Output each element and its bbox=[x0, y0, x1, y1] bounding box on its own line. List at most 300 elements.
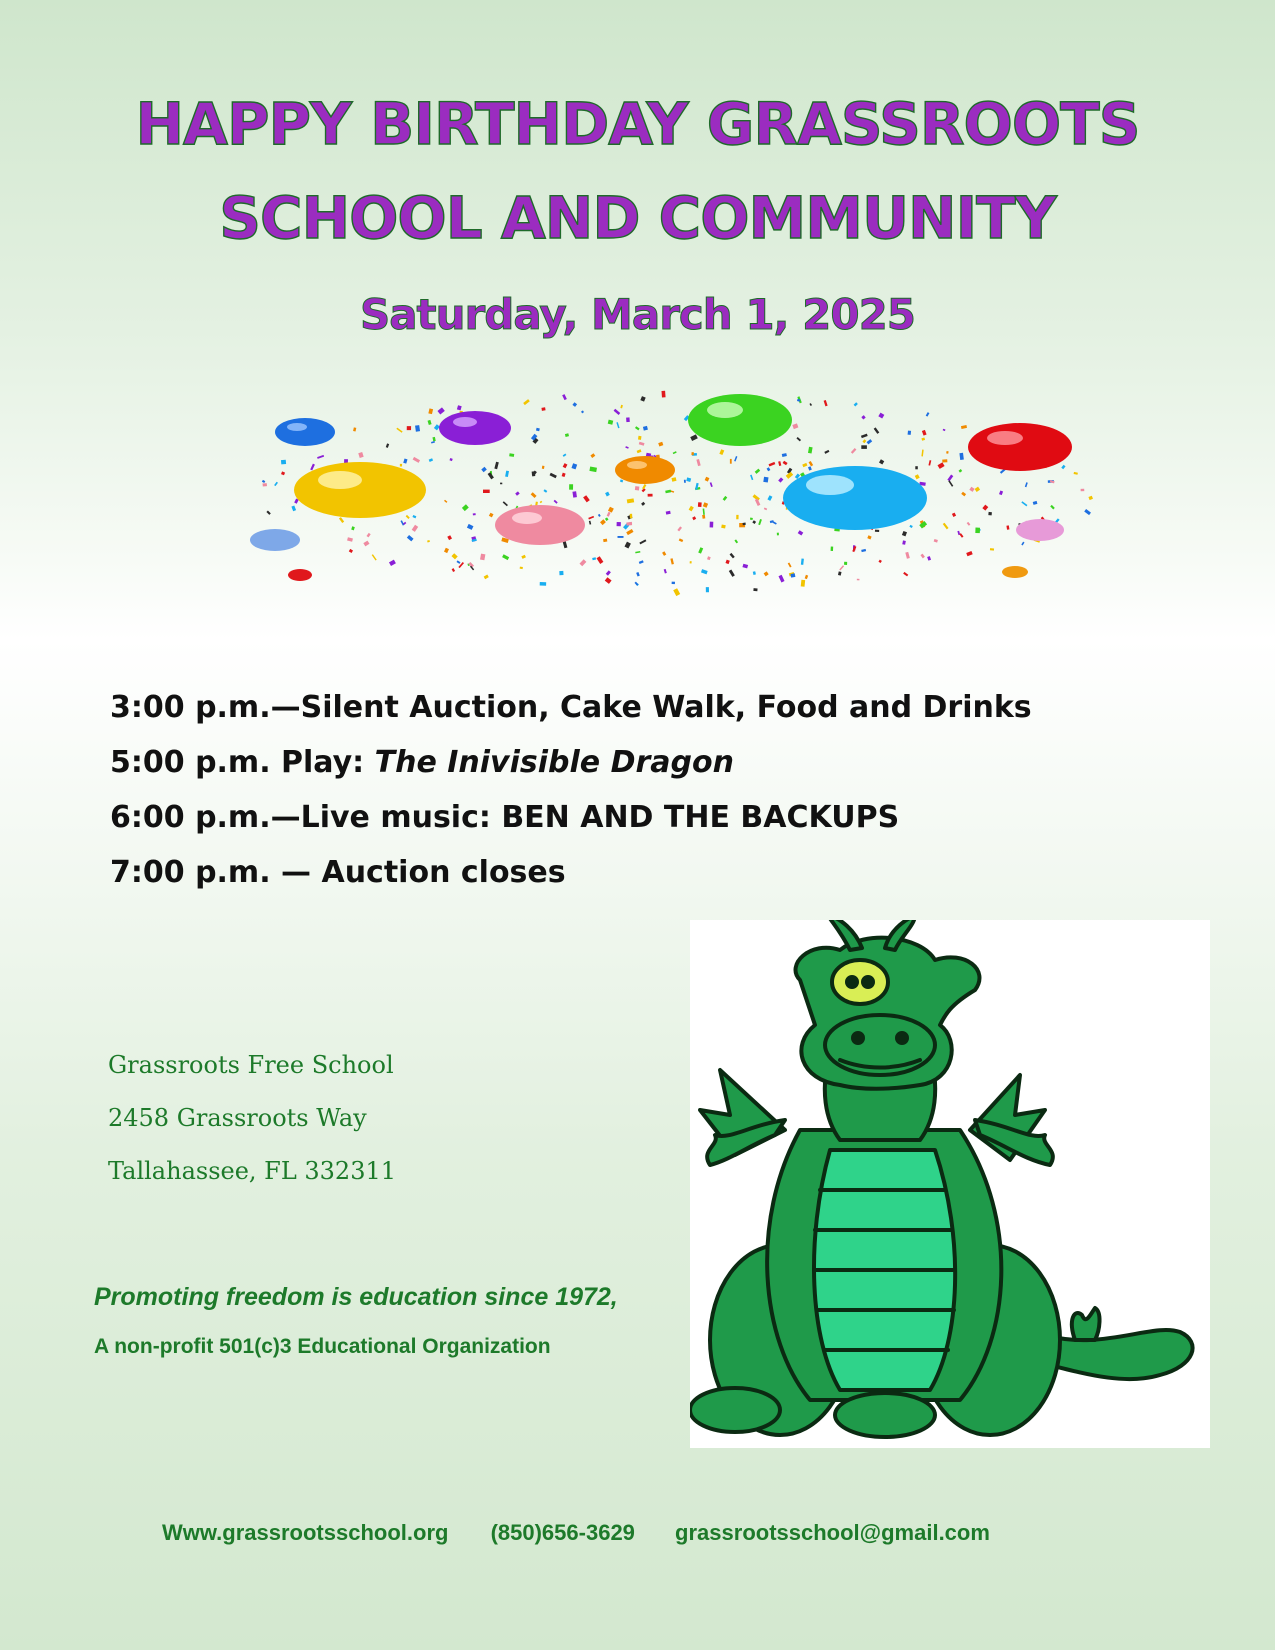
confetti-piece bbox=[824, 450, 829, 454]
confetti-piece bbox=[626, 522, 632, 526]
confetti-piece bbox=[605, 492, 610, 497]
confetti-piece bbox=[266, 511, 270, 515]
confetti-piece bbox=[920, 554, 924, 559]
confetti-piece bbox=[734, 539, 738, 543]
confetti-piece bbox=[909, 525, 912, 528]
confetti-piece bbox=[349, 549, 353, 553]
confetti-piece bbox=[857, 579, 860, 581]
confetti-piece bbox=[786, 472, 793, 479]
confetti-piece bbox=[967, 522, 971, 526]
schedule-item: 3:00 p.m.—Silent Auction, Cake Walk, Food and Drinks bbox=[110, 690, 1032, 725]
confetti-piece bbox=[607, 512, 611, 517]
confetti-piece bbox=[928, 460, 931, 466]
confetti-piece bbox=[862, 439, 866, 443]
confetti-piece bbox=[750, 475, 753, 481]
confetti-piece bbox=[990, 548, 994, 551]
confetti-piece bbox=[484, 575, 489, 580]
confetti-piece bbox=[808, 466, 812, 470]
confetti-piece bbox=[723, 496, 728, 501]
phone-number: (850)656-3629 bbox=[490, 1520, 635, 1545]
confetti-piece bbox=[569, 484, 573, 489]
confetti-piece bbox=[922, 430, 927, 436]
confetti-piece bbox=[589, 521, 591, 525]
confetti-piece bbox=[630, 514, 633, 519]
confetti-piece bbox=[588, 516, 594, 520]
confetti-piece bbox=[673, 588, 680, 596]
confetti-piece bbox=[673, 451, 677, 454]
confetti-piece bbox=[403, 458, 407, 463]
confetti-piece bbox=[614, 409, 621, 415]
confetti-piece bbox=[752, 520, 756, 524]
confetti-piece bbox=[802, 463, 807, 467]
confetti-piece bbox=[554, 500, 558, 504]
confetti-piece bbox=[1081, 489, 1085, 492]
confetti-piece bbox=[406, 515, 410, 519]
confetti-piece bbox=[523, 399, 530, 405]
confetti-piece bbox=[616, 422, 619, 428]
confetti-piece bbox=[281, 471, 285, 475]
confetti-piece bbox=[961, 492, 966, 497]
confetti-piece bbox=[801, 580, 805, 587]
confetti-piece bbox=[531, 492, 537, 498]
confetti-piece bbox=[559, 571, 563, 575]
balloon-orange bbox=[615, 456, 675, 484]
confetti-piece bbox=[415, 425, 420, 432]
confetti-piece bbox=[451, 553, 457, 559]
balloon-light-pink bbox=[1016, 519, 1064, 541]
confetti-piece bbox=[431, 441, 435, 444]
confetti-piece bbox=[696, 459, 700, 466]
confetti-piece bbox=[767, 467, 771, 471]
confetti-piece bbox=[852, 546, 856, 552]
confetti-piece bbox=[635, 551, 640, 553]
confetti-piece bbox=[798, 530, 804, 535]
confetti-piece bbox=[625, 446, 628, 449]
confetti-piece bbox=[861, 549, 866, 552]
confetti-piece bbox=[824, 400, 828, 406]
confetti-piece bbox=[351, 526, 355, 530]
confetti-piece bbox=[608, 507, 614, 513]
confetti-piece bbox=[489, 513, 494, 518]
email-link[interactable]: grassrootsschool@gmail.com bbox=[675, 1520, 990, 1545]
balloons-and-confetti-image bbox=[225, 380, 1125, 630]
confetti-piece bbox=[926, 412, 930, 416]
confetti-piece bbox=[618, 536, 624, 538]
confetti-piece bbox=[905, 552, 910, 559]
confetti-piece bbox=[679, 538, 684, 542]
confetti-piece bbox=[948, 480, 953, 487]
confetti-piece bbox=[690, 434, 698, 441]
confetti-piece bbox=[432, 437, 435, 441]
confetti-piece bbox=[764, 508, 767, 511]
confetti-piece bbox=[666, 511, 671, 515]
confetti-piece bbox=[462, 504, 469, 511]
balloon-yellow bbox=[294, 462, 426, 518]
confetti-piece bbox=[808, 447, 813, 454]
confetti-piece bbox=[878, 413, 884, 419]
confetti-piece bbox=[1061, 465, 1065, 469]
confetti-piece bbox=[705, 477, 710, 482]
confetti-piece bbox=[589, 467, 597, 473]
confetti-piece bbox=[915, 474, 920, 479]
confetti-piece bbox=[1033, 501, 1038, 505]
confetti-piece bbox=[690, 561, 692, 563]
confetti-piece bbox=[310, 464, 315, 471]
confetti-piece bbox=[1084, 509, 1091, 515]
confetti-piece bbox=[729, 570, 735, 577]
confetti-piece bbox=[942, 459, 947, 462]
confetti-piece bbox=[831, 546, 834, 551]
confetti-piece bbox=[927, 556, 931, 561]
confetti-piece bbox=[317, 455, 324, 459]
confetti-piece bbox=[959, 453, 963, 460]
confetti-piece bbox=[839, 565, 844, 570]
dragon-eye bbox=[832, 960, 888, 1004]
motto-line-1: Promoting freedom is education since 1972, bbox=[94, 1283, 618, 1311]
confetti-piece bbox=[946, 451, 949, 454]
confetti-piece bbox=[597, 556, 604, 564]
green-dragon-image bbox=[690, 920, 1210, 1448]
confetti-piece bbox=[1050, 505, 1055, 510]
confetti-piece bbox=[706, 587, 709, 592]
confetti-piece bbox=[975, 528, 980, 534]
confetti-piece bbox=[262, 480, 265, 483]
confetti-piece bbox=[565, 433, 569, 437]
confetti-piece bbox=[571, 463, 577, 469]
confetti-piece bbox=[541, 407, 545, 411]
confetti-piece bbox=[809, 461, 814, 466]
confetti-piece bbox=[875, 530, 879, 532]
confetti-piece bbox=[947, 475, 953, 482]
confetti-piece bbox=[635, 486, 640, 490]
confetti-piece bbox=[626, 529, 633, 535]
confetti-piece bbox=[861, 445, 867, 449]
confetti-piece bbox=[861, 415, 865, 419]
confetti-piece bbox=[500, 483, 502, 485]
confetti-piece bbox=[540, 582, 547, 586]
confetti-piece bbox=[658, 442, 663, 447]
confetti-piece bbox=[1074, 472, 1078, 475]
confetti-piece bbox=[692, 516, 696, 520]
confetti-piece bbox=[626, 417, 630, 422]
confetti-piece bbox=[730, 459, 732, 464]
confetti-piece bbox=[639, 539, 646, 544]
confetti-piece bbox=[639, 442, 645, 446]
schedule-item: 7:00 p.m. — Auction closes bbox=[110, 855, 566, 890]
confetti-piece bbox=[428, 408, 433, 414]
confetti-piece bbox=[908, 431, 912, 435]
confetti-piece bbox=[563, 454, 567, 457]
confetti-piece bbox=[753, 571, 756, 575]
confetti-piece bbox=[429, 458, 433, 462]
confetti-piece bbox=[982, 505, 988, 511]
confetti-piece bbox=[563, 541, 568, 548]
balloon-green bbox=[688, 394, 792, 446]
confetti-piece bbox=[572, 402, 577, 407]
confetti-piece bbox=[412, 515, 416, 518]
confetti-piece bbox=[764, 571, 769, 576]
confetti-piece bbox=[503, 501, 508, 506]
confetti-piece bbox=[603, 539, 607, 542]
confetti-piece bbox=[274, 482, 278, 486]
confetti-piece bbox=[721, 525, 726, 529]
confetti-piece bbox=[943, 429, 946, 431]
confetti-piece bbox=[605, 517, 609, 521]
confetti-piece bbox=[606, 570, 611, 575]
confetti-piece bbox=[805, 575, 809, 579]
confetti-piece bbox=[483, 490, 490, 493]
confetti-piece bbox=[670, 558, 674, 564]
confetti-piece bbox=[520, 567, 523, 569]
confetti-piece bbox=[639, 560, 644, 564]
confetti-piece bbox=[902, 531, 907, 536]
organization-motto bbox=[94, 1282, 618, 1360]
confetti-piece bbox=[879, 459, 884, 464]
school-address bbox=[108, 1050, 396, 1209]
confetti-piece bbox=[736, 515, 738, 519]
event-date: Saturday, March 1, 2025 bbox=[359, 290, 916, 339]
dragon-tail-spike bbox=[1072, 1308, 1100, 1340]
confetti-piece bbox=[710, 482, 713, 487]
confetti-piece bbox=[505, 471, 509, 477]
confetti-piece bbox=[640, 396, 645, 402]
confetti-piece bbox=[779, 575, 785, 583]
confetti-piece bbox=[763, 477, 768, 483]
confetti-piece bbox=[934, 539, 938, 543]
confetti-piece bbox=[353, 427, 356, 431]
confetti-piece bbox=[389, 560, 396, 566]
balloon-red bbox=[968, 423, 1072, 471]
confetti-piece bbox=[620, 405, 623, 409]
balloon-red-small bbox=[288, 569, 312, 581]
confetti-piece bbox=[366, 533, 370, 538]
confetti-piece bbox=[778, 477, 783, 482]
confetti-piece bbox=[581, 410, 584, 413]
confetti-piece bbox=[447, 535, 452, 540]
confetti-piece bbox=[648, 494, 653, 497]
schedule-item bbox=[110, 745, 1160, 800]
confetti-piece bbox=[809, 403, 812, 406]
confetti-piece bbox=[347, 537, 353, 542]
confetti-piece bbox=[550, 473, 557, 479]
confetti-piece bbox=[572, 491, 576, 497]
confetti-piece bbox=[788, 563, 792, 568]
confetti-piece bbox=[444, 548, 449, 553]
confetti-piece bbox=[753, 588, 757, 591]
confetti-piece bbox=[662, 391, 666, 398]
confetti-piece bbox=[750, 518, 753, 521]
confetti-piece bbox=[707, 556, 711, 560]
confetti-piece bbox=[838, 571, 842, 575]
confetti-piece bbox=[975, 487, 981, 492]
confetti-piece bbox=[457, 405, 462, 410]
confetti-piece bbox=[867, 439, 873, 444]
balloon-purple bbox=[439, 411, 511, 445]
balloon-blue-small bbox=[275, 418, 335, 446]
confetti-piece bbox=[521, 555, 526, 559]
confetti-piece bbox=[481, 467, 487, 472]
confetti-piece bbox=[635, 426, 640, 430]
confetti-piece bbox=[600, 519, 606, 525]
confetti-piece bbox=[988, 512, 992, 515]
confetti-piece bbox=[620, 479, 623, 482]
confetti-piece bbox=[536, 428, 540, 432]
website-link[interactable]: Www.grassrootsschool.org bbox=[162, 1520, 449, 1545]
confetti-piece bbox=[413, 457, 420, 463]
confetti-piece bbox=[396, 428, 402, 433]
confetti-piece bbox=[592, 557, 596, 560]
confetti-piece bbox=[400, 464, 402, 467]
confetti-piece bbox=[407, 535, 414, 541]
play-title: The Inivisible Dragon bbox=[374, 745, 734, 780]
confetti-piece bbox=[480, 554, 485, 561]
confetti-piece bbox=[861, 434, 868, 439]
balloon-pink bbox=[495, 505, 585, 545]
street-address: 2458 Grassroots Way bbox=[108, 1104, 367, 1132]
confetti-piece bbox=[698, 547, 703, 553]
confetti-piece bbox=[636, 572, 640, 577]
confetti-piece bbox=[617, 522, 621, 526]
balloon-cyan bbox=[783, 466, 927, 530]
confetti-piece bbox=[608, 420, 614, 425]
confetti-piece bbox=[782, 453, 787, 457]
title-line-2: SCHOOL AND COMMUNITY bbox=[219, 184, 1056, 252]
confetti-piece bbox=[540, 501, 543, 504]
confetti-piece bbox=[767, 495, 772, 501]
confetti-piece bbox=[961, 425, 967, 429]
confetti-piece bbox=[372, 554, 377, 560]
confetti-piece bbox=[915, 466, 918, 469]
confetti-piece bbox=[851, 448, 857, 454]
confetti-piece bbox=[703, 502, 708, 507]
confetti-piece bbox=[664, 569, 667, 574]
confetti-piece bbox=[684, 480, 686, 483]
event-schedule bbox=[110, 690, 1160, 910]
confetti-piece bbox=[662, 551, 666, 556]
confetti-piece bbox=[783, 461, 788, 466]
confetti-piece bbox=[854, 402, 858, 406]
confetti-piece bbox=[562, 394, 567, 400]
confetti-piece bbox=[291, 506, 296, 512]
contact-info bbox=[162, 1518, 990, 1548]
confetti-piece bbox=[734, 456, 737, 461]
city-state-zip: Tallahassee, FL 332311 bbox=[108, 1157, 397, 1185]
confetti-piece bbox=[969, 487, 974, 492]
confetti-piece bbox=[467, 524, 474, 530]
confetti-piece bbox=[412, 525, 419, 532]
confetti-piece bbox=[542, 466, 545, 469]
confetti-piece bbox=[386, 443, 389, 447]
confetti-piece bbox=[769, 462, 776, 467]
confetti-piece bbox=[671, 477, 676, 482]
confetti-piece bbox=[686, 477, 691, 482]
confetti-piece bbox=[777, 533, 779, 536]
confetti-piece bbox=[641, 502, 645, 506]
title-line-1: HAPPY BIRTHDAY GRASSROOTS bbox=[135, 90, 1140, 158]
confetti-piece bbox=[665, 490, 671, 494]
confetti-piece bbox=[773, 521, 777, 524]
confetti-piece bbox=[638, 436, 641, 440]
confetti-piece bbox=[1021, 501, 1027, 506]
confetti-piece bbox=[642, 484, 646, 489]
confetti-piece bbox=[627, 498, 634, 503]
confetti-piece bbox=[874, 427, 880, 434]
confetti-piece bbox=[624, 542, 630, 549]
confetti-piece bbox=[428, 420, 432, 425]
confetti-piece bbox=[672, 582, 675, 585]
confetti-piece bbox=[598, 514, 601, 517]
confetti-piece bbox=[778, 461, 781, 466]
confetti-piece bbox=[710, 522, 714, 528]
confetti-piece bbox=[407, 426, 411, 430]
confetti-piece bbox=[844, 562, 847, 565]
confetti-piece bbox=[903, 572, 908, 577]
confetti-piece bbox=[1021, 542, 1024, 546]
confetti-piece bbox=[966, 551, 972, 556]
confetti-piece bbox=[562, 473, 566, 477]
confetti-piece bbox=[921, 438, 925, 441]
confetti-piece bbox=[878, 560, 881, 563]
confetti-piece bbox=[583, 495, 590, 502]
confetti-piece bbox=[437, 407, 444, 414]
confetti-piece bbox=[792, 423, 798, 429]
confetti-piece bbox=[515, 491, 519, 495]
schedule-item: 6:00 p.m.—Live music: BEN AND THE BACKUPS bbox=[110, 800, 900, 835]
confetti-piece bbox=[999, 491, 1003, 496]
motto-line-2: A non-profit 501(c)3 Educational Organization bbox=[94, 1335, 551, 1358]
confetti-piece bbox=[725, 560, 729, 565]
confetti-piece bbox=[358, 452, 363, 458]
confetti-piece bbox=[456, 560, 460, 563]
confetti-piece bbox=[1088, 496, 1093, 500]
school-name: Grassroots Free School bbox=[108, 1051, 394, 1079]
confetti-piece bbox=[427, 540, 430, 542]
confetti-piece bbox=[1025, 482, 1028, 487]
confetti-piece bbox=[637, 449, 642, 453]
confetti-piece bbox=[691, 452, 694, 455]
confetti-piece bbox=[937, 462, 944, 469]
confetti-piece bbox=[590, 453, 595, 458]
confetti-piece bbox=[698, 502, 702, 507]
confetti-piece bbox=[488, 472, 494, 479]
balloon-light-blue bbox=[250, 529, 300, 551]
confetti-piece bbox=[703, 509, 705, 515]
confetti-piece bbox=[730, 553, 735, 559]
confetti-piece bbox=[796, 437, 801, 441]
confetti-piece bbox=[444, 500, 447, 503]
confetti-piece bbox=[677, 526, 682, 531]
confetti-piece bbox=[701, 569, 708, 574]
confetti-piece bbox=[363, 541, 369, 547]
confetti-piece bbox=[400, 520, 404, 525]
confetti-piece bbox=[689, 506, 694, 512]
confetti-piece bbox=[952, 513, 956, 517]
dragon-left-foot bbox=[690, 1388, 780, 1432]
confetti-piece bbox=[755, 469, 760, 474]
confetti-piece bbox=[494, 462, 498, 469]
confetti-piece bbox=[509, 453, 514, 457]
confetti-piece bbox=[281, 460, 286, 465]
confetti-piece bbox=[563, 463, 568, 468]
confetti-piece bbox=[902, 540, 906, 544]
confetti-piece bbox=[801, 558, 804, 564]
confetti-piece bbox=[943, 523, 949, 530]
confetti-piece bbox=[543, 489, 547, 493]
confetti-piece bbox=[434, 424, 440, 430]
confetti-piece bbox=[755, 499, 761, 506]
confetti-piece bbox=[263, 483, 267, 486]
confetti-piece bbox=[502, 554, 509, 560]
